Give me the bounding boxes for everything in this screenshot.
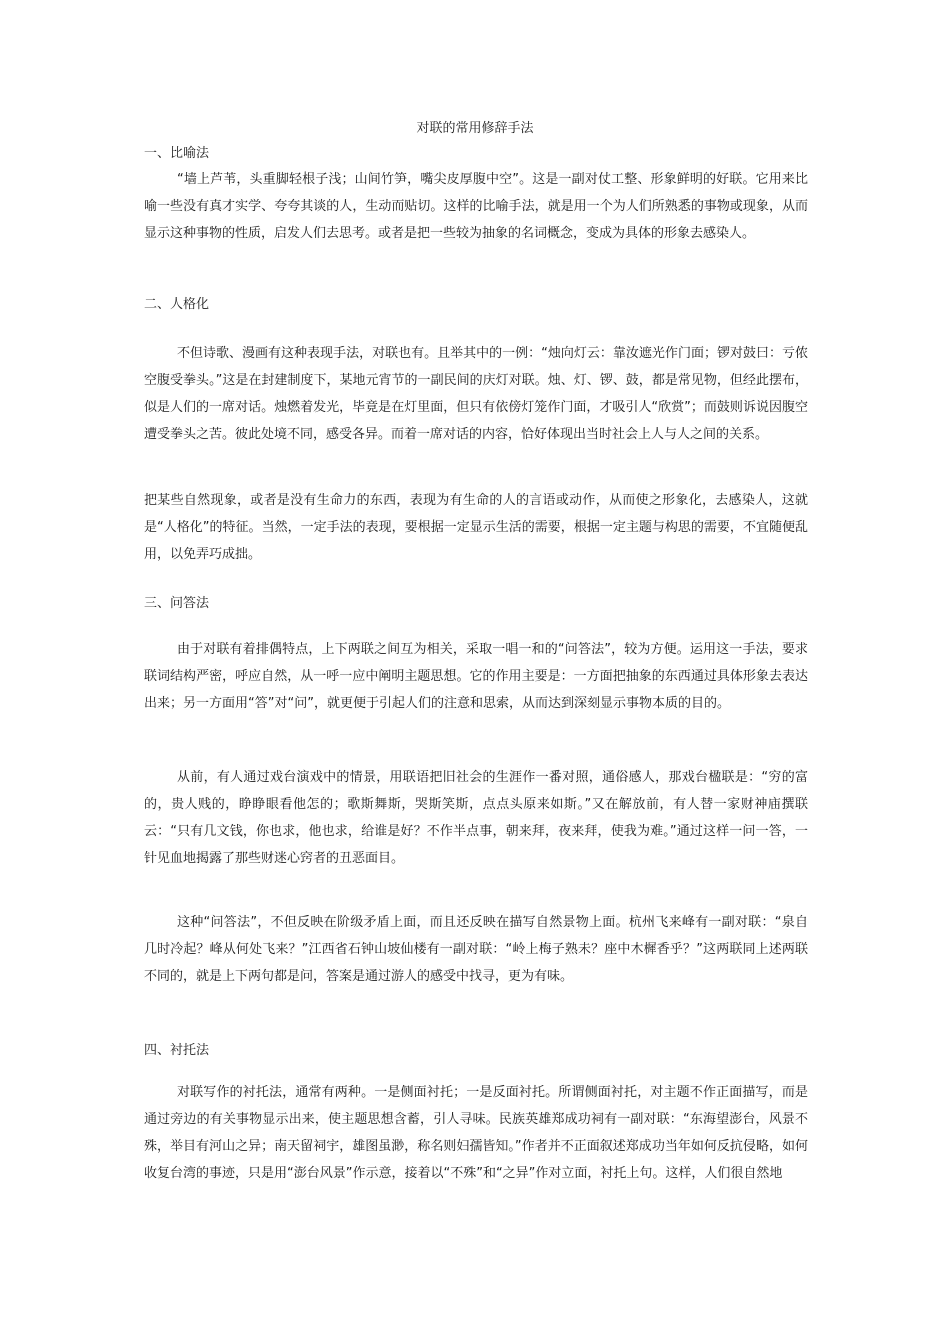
document-title: 对联的常用修辞手法 — [416, 121, 534, 136]
paragraph: 对联写作的衬托法，通常有两种。一是侧面衬托；一是反面衬托。所谓侧面衬托，对主题不作正面描写，而是通过旁边的有关事物显示出来，使主题思想含蓄，引人寻味。民族英雄郑成功祠有一副对联：“东海望澎台，风景不殊，举目有河山之异；南天留祠宇，雄图虽渺，称名则妇孺皆知。”作者并不正面叙述郑成功当年如何反抗侵略，如何收复台湾的事迹，只是用“澎台风景”作示意，接着以“不殊”和“之异”作对立面，衬托上句。这样，人们很自然地 — [144, 1085, 808, 1181]
paragraph: 把某些自然现象，或者是没有生命力的东西，表现为有生命的人的言语或动作，从而使之形象化，去感染人，这就是“人格化”的特征。当然，一定手法的表现，要根据一定显示生活的需要，根据一定主题与构思的需要，不宜随便乱用，以免弄巧成拙。 — [144, 493, 808, 562]
paragraph: “墙上芦苇，头重脚轻根子浅；山间竹笋，嘴尖皮厚腹中空”。这是一副对仗工整、形象鲜明的好联。它用来比喻一些没有真才实学、夸夸其谈的人，生动而贴切。这样的比喻手法，就是用一个为人们所熟悉的事物或现象，从而显示这种事物的性质，启发人们去思考。或者是把一些较为抽象的名词概念，变成为具体的形象去感染人。 — [144, 172, 808, 241]
paragraph: 不但诗歌、漫画有这种表现手法，对联也有。且举其中的一例：“烛向灯云：靠汝遮光作门面；锣对鼓曰：亏侬空腹受拳头。”这是在封建制度下，某地元宵节的一副民间的庆灯对联。烛、灯、锣、鼓，都是常见物，但经此摆布，似是人们的一席对话。烛燃着发光，毕竟是在灯里面，但只有依傍灯笼作门面，才吸引人“欣赏”；而鼓则诉说因腹空遭受拳头之苦。彼此处境不同，感受各异。而着一席对话的内容，恰好体现出当时社会上人与人之间的关系。 — [144, 346, 808, 442]
section-heading-personification: 二、人格化 — [144, 297, 210, 312]
paragraph: 从前，有人通过戏台演戏中的情景，用联语把旧社会的生涯作一番对照，通俗感人，那戏台楹联是：“穷的富的，贵人贱的，睁睁眼看他怎的；歌斯舞斯，哭斯笑斯，点点头原来如斯。”又在解放前，有人替一家财神庙撰联云：“只有几文钱，你也求，他也求，给谁是好？不作半点事，朝来拜，夜来拜，使我为难。”通过这样一问一答，一针见血地揭露了那些财迷心窍者的丑恶面目。 — [144, 770, 808, 866]
paragraph: 这种“问答法”，不但反映在阶级矛盾上面，而且还反映在描写自然景物上面。杭州飞来峰有一副对联：“泉自几时冷起？峰从何处飞来？”江西省石钟山坡仙楼有一副对联：“岭上梅子熟未？座中木樨香乎？”这两联同上述两联不同的，就是上下两句都是问，答案是通过游人的感受中找寻，更为有味。 — [144, 915, 808, 984]
paragraph: 由于对联有着排偶特点，上下两联之间互为相关，采取一唱一和的“问答法”，较为方便。运用这一手法，要求联词结构严密，呼应自然，从一呼一应中阐明主题思想。它的作用主要是：一方面把抽象的东西通过具体形象去表达出来；另一方面用“答”对“问”，就更便于引起人们的注意和思索，从而达到深刻显示事物本质的目的。 — [144, 642, 808, 711]
section-heading-metaphor: 一、比喻法 — [144, 146, 210, 161]
section-heading-question-answer: 三、问答法 — [144, 596, 210, 611]
section-heading-contrast: 四、衬托法 — [144, 1043, 210, 1058]
